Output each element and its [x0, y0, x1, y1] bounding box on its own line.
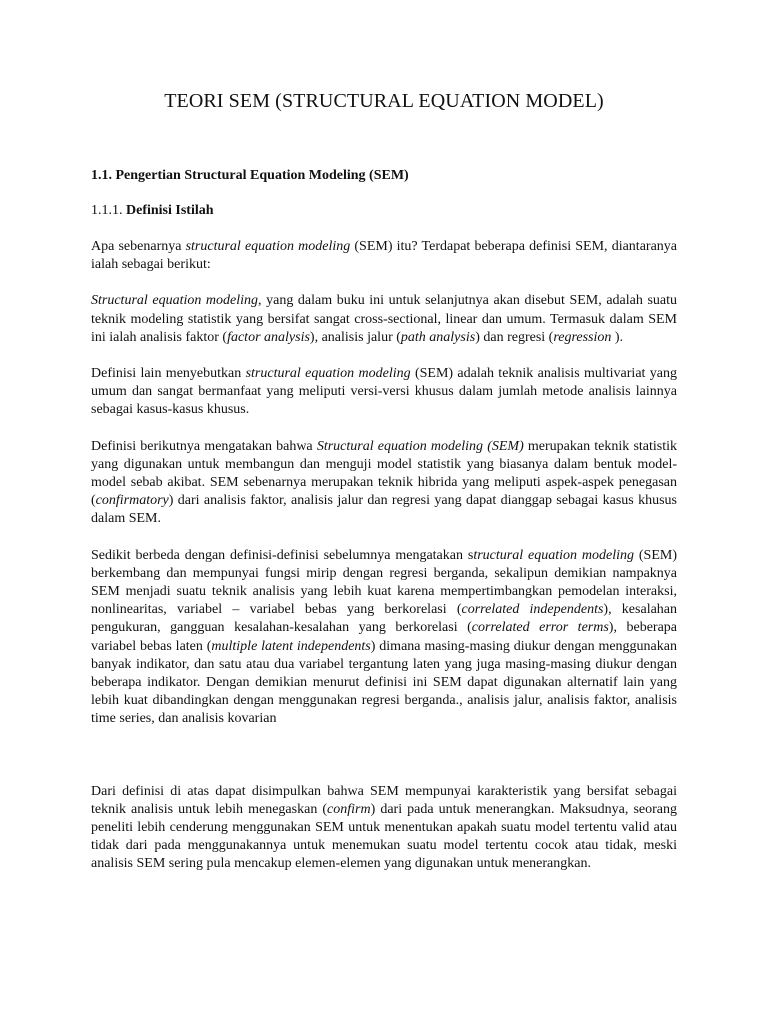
paragraph-2	[91, 292, 677, 347]
text-run: ) dari analisis faktor, analisis jalur dan regresi yang dapat dianggap sebagai kasus khusus dalam SEM.	[91, 493, 677, 527]
italic-term: factor analysis	[227, 329, 310, 345]
text-run: Apa sebenarnya	[91, 239, 186, 254]
italic-term: correlated error terms	[471, 620, 609, 636]
italic-term: tructural equation modeling	[473, 547, 634, 563]
paragraph-6	[91, 783, 677, 874]
italic-term: structural equation modeling	[245, 366, 411, 382]
text-run: ), analisis jalur (	[309, 329, 401, 345]
paragraph-1	[91, 238, 677, 274]
section-heading: 1.1. Pengertian Structural Equation Modeling (SEM)	[91, 168, 409, 183]
text-run: Definisi berikutnya mengatakan bahwa	[91, 438, 317, 454]
text-run: ) dari pada untuk menerangkan. Maksudnya, seorang peneliti lebih cenderung menggunakan SEM untuk menentukan apakah suatu model tertentu valid atau tidak dari pada menggunakannya untuk menemukan suatu model tertentu cocok atau tidak, meski analisis SEM sering pula mencakup elemen-elemen yang digunakan untuk menerangkan.	[91, 801, 677, 872]
document-title: TEORI SEM (STRUCTURAL EQUATION MODEL)	[164, 90, 604, 112]
subsection-title: Definisi Istilah	[126, 203, 214, 218]
italic-term: multiple latent independents	[211, 638, 371, 654]
text-run: Definisi lain menyebutkan	[91, 366, 246, 382]
italic-term: confirmatory	[95, 493, 169, 509]
text-run: ) dimana masing-masing diukur dengan menggunakan banyak indikator, dan satu atau dua variabel tergantung laten yang juga masing-masing diukur dengan beberapa indikator. Dengan demikian menurut definisi ini SEM dapat digunakan alternatif lain yang lebih kuat dibandingkan dengan menggunakan regresi berganda., analisis jalur, analisis faktor, analisis time series, dan analisis kovarian	[91, 638, 677, 727]
italic-term: confirm	[327, 801, 371, 817]
italic-term: regression	[553, 329, 612, 345]
italic-term: path analysis	[400, 329, 476, 345]
italic-term: correlated independents	[461, 602, 604, 618]
subsection-heading	[91, 202, 677, 220]
text-run: (SEM) itu? Terdapat beberapa definisi SEM, diantaranya ialah sebagai berikut:	[91, 239, 678, 273]
text-run: ) dan regresi (	[475, 329, 554, 345]
text-run: merupakan teknik statistik yang digunakan untuk membangun dan menguji model statistik yang biasanya dalam bentuk model-model sebab akibat. SEM sebenarnya merupakan teknik hibrida yang meliputi aspek-aspek penegasan (	[91, 438, 677, 509]
paragraph-5	[91, 547, 677, 729]
italic-term: Structural equation modeling	[91, 293, 259, 309]
text-run: (SEM) berkembang dan mempunyai fungsi mirip dengan regresi berganda, sekalipun demikian nampaknya SEM menjadi suatu teknik analisis yang lebih kuat karena mempertimbangkan pemodelan interaksi, nonlinearitas, variabel – variabel bebas yang berkorelasi (	[91, 547, 677, 618]
text-run: (SEM) adalah teknik analisis multivariat yang umum dan sangat bermanfaat yang meliputi versi-versi khusus dalam jumlah metode analisis lainnya sebagai kasus-kasus khusus.	[91, 366, 677, 418]
paragraph-3	[91, 365, 677, 420]
paragraph-4	[91, 438, 677, 529]
subsection-number: 1.1.1.	[91, 203, 126, 218]
text-run: Sedikit berbeda dengan definisi-definisi sebelumnya mengatakan s	[91, 547, 474, 563]
text-run: ).	[611, 329, 624, 345]
text-run: , yang dalam buku ini untuk selanjutnya akan disebut SEM, adalah suatu teknik modeling statistik yang bersifat sangat cross-sectional, linear dan umum. Termasuk dalam SEM ini ialah analisis faktor (	[91, 293, 677, 345]
text-run: ), kesalahan pengukuran, gangguan kesalahan-kesalahan yang berkorelasi (	[91, 602, 678, 636]
italic-term: structural equation modeling	[185, 239, 351, 254]
text-run: Dari definisi di atas dapat disimpulkan bahwa SEM mempunyai karakteristik yang bersifat sebagai teknik analisis untuk lebih menegaskan (	[91, 783, 677, 817]
italic-term: Structural equation modeling (SEM)	[316, 438, 524, 454]
text-run: ), beberapa variabel bebas laten (	[91, 620, 678, 654]
